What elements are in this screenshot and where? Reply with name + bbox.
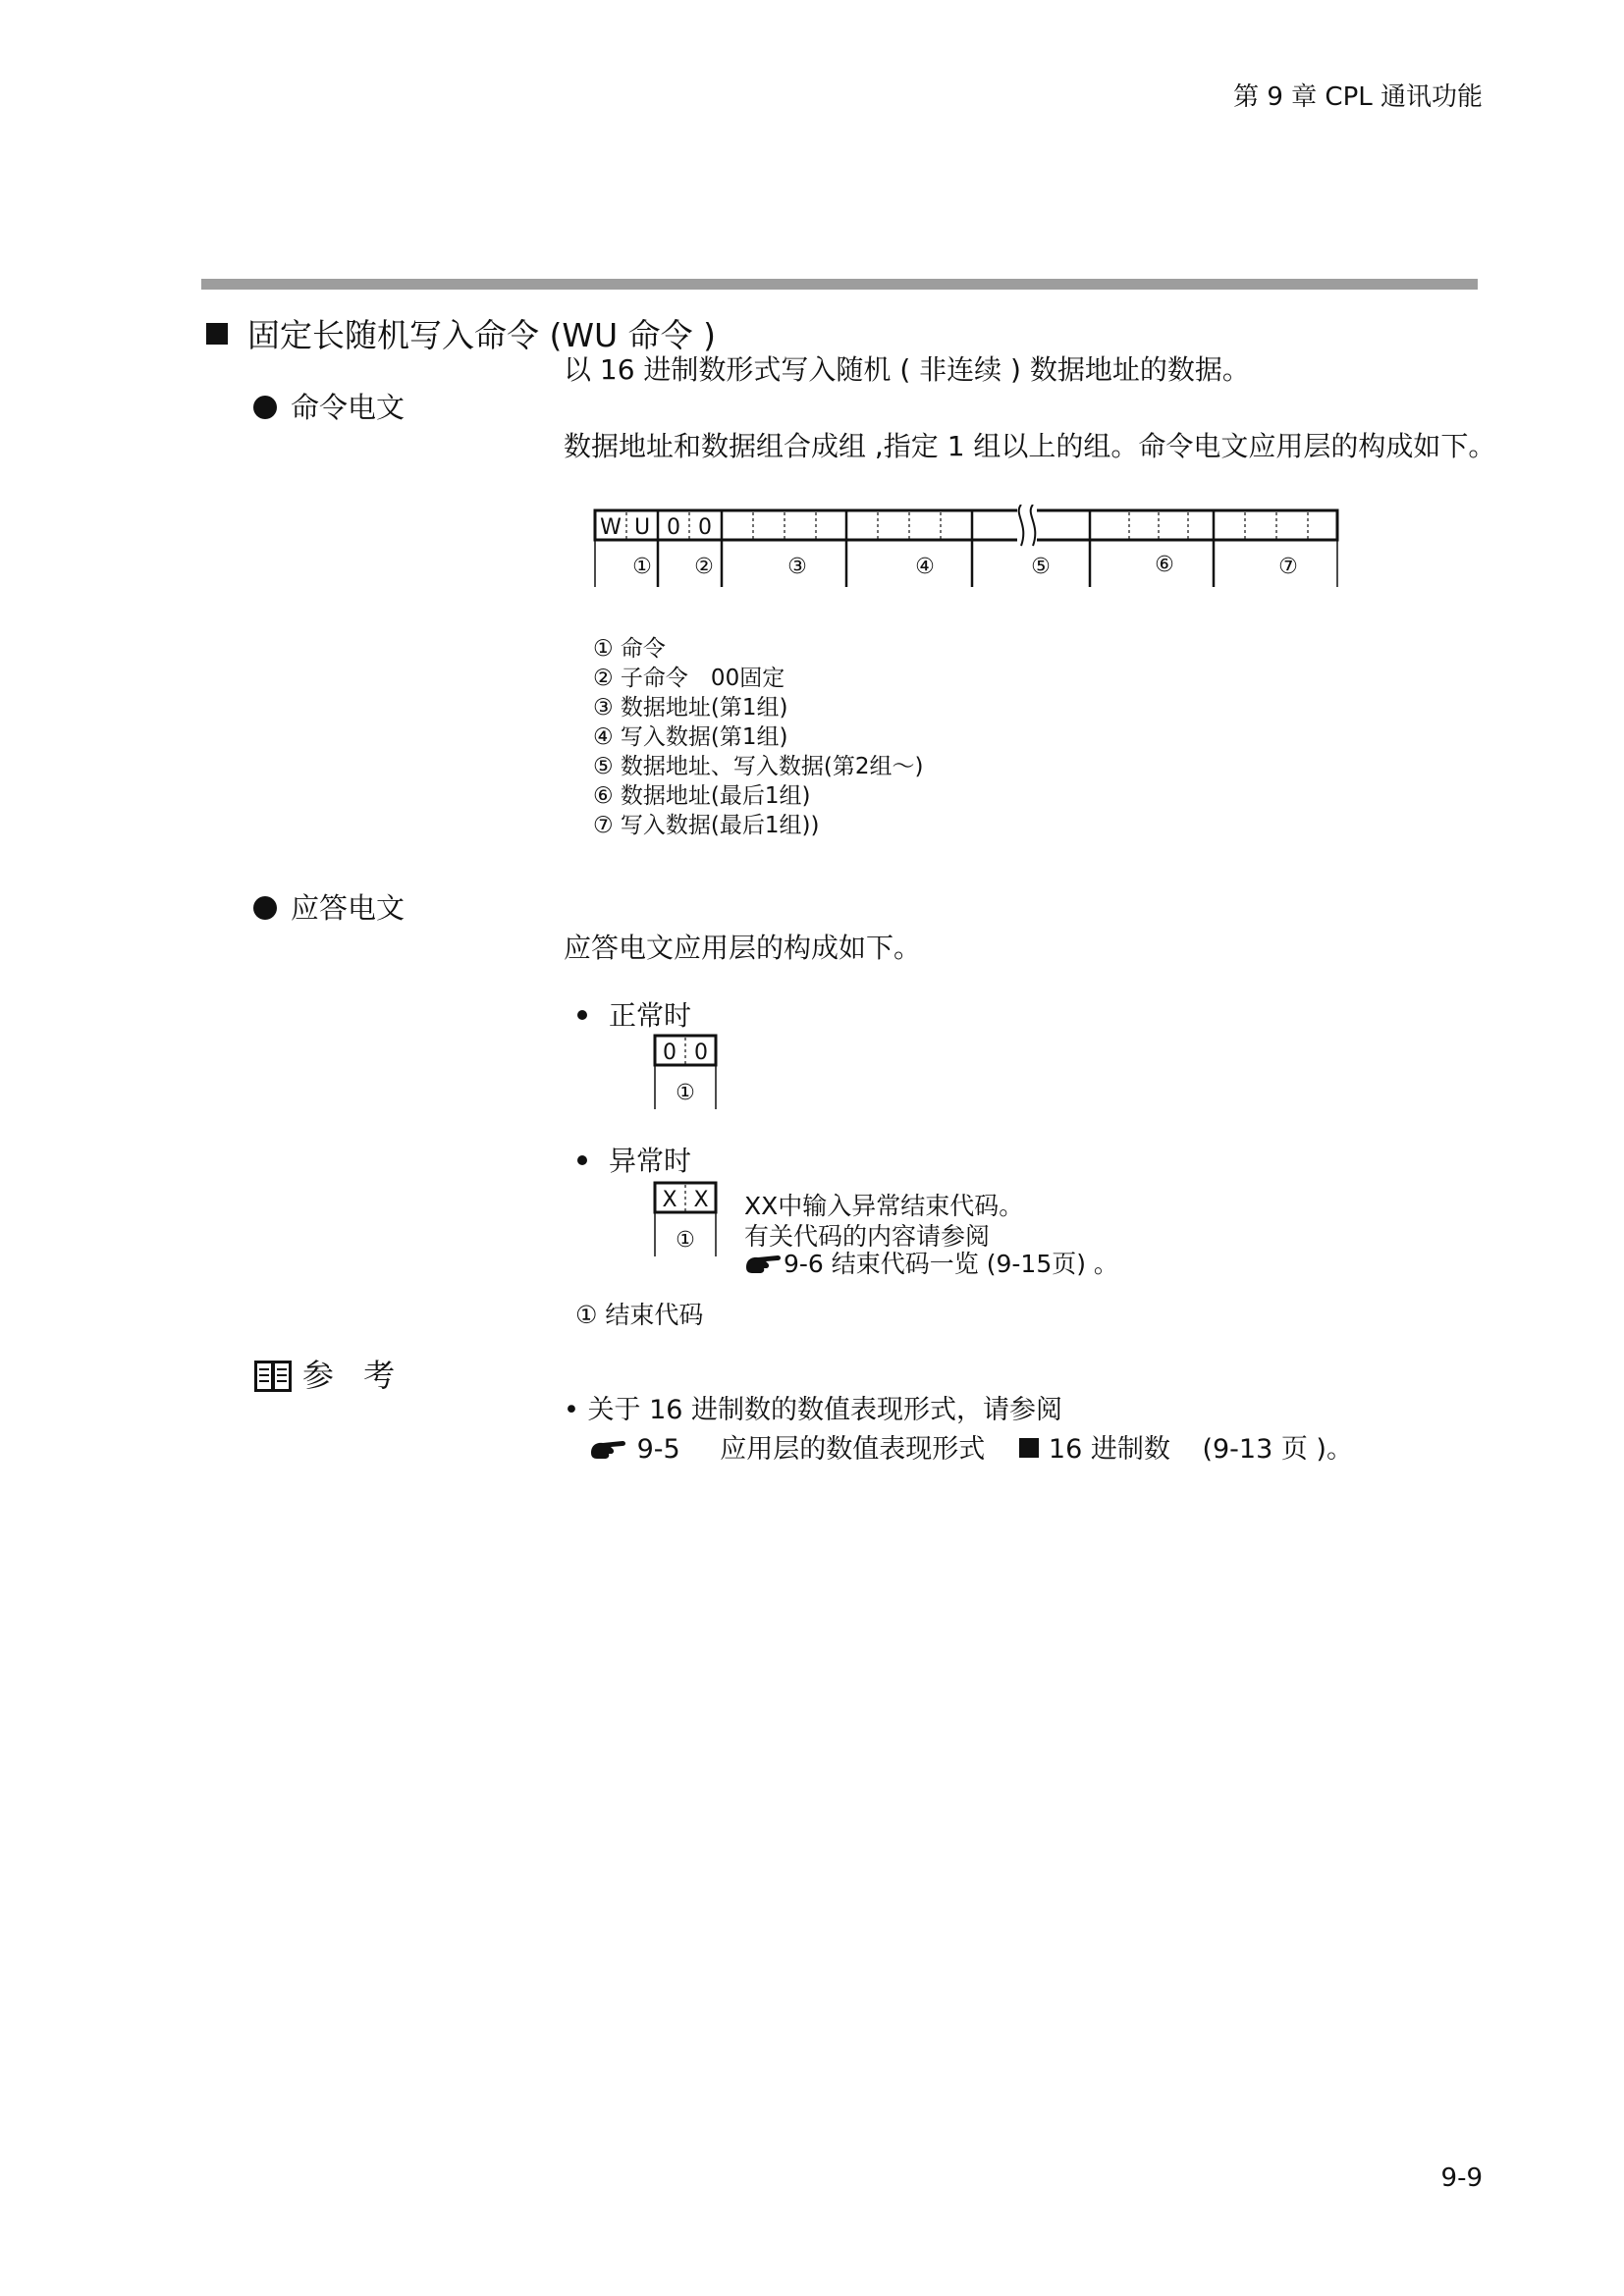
response-footnote: ① 结束代码 (575, 1301, 704, 1329)
reference-id[interactable]: 9-5 (636, 1434, 680, 1465)
pointing-hand-icon (744, 1250, 784, 1277)
reference-line-1: • 关于 16 进制数的数值表现形式，请参阅 (564, 1395, 1063, 1425)
legend-item: ② 子命令 00固定 (593, 666, 785, 691)
reference-heading (253, 1351, 405, 1396)
reference-page: (9-13 页 )。 (1202, 1434, 1353, 1465)
page-number: 9-9 (1440, 2163, 1483, 2193)
dot-bullet-icon (577, 1010, 587, 1020)
frame-char: 0 (698, 515, 712, 540)
command-frame-diagram (589, 505, 1345, 593)
frame-label: ⑤ (1031, 555, 1051, 579)
section-intro: 以 16 进制数形式写入随机 ( 非连续 ) 数据地址的数据。 (564, 353, 1250, 386)
abnormal-label: 异常时 (577, 1140, 691, 1179)
frame-label: ① (676, 1081, 695, 1105)
book-icon (253, 1359, 293, 1394)
abnormal-note-2: 有关代码的内容请参阅 (744, 1222, 991, 1251)
pointing-hand-icon (589, 1435, 628, 1463)
legend-item: ⑦ 写入数据(最后1组)) (593, 813, 820, 838)
frame-char: W (600, 515, 622, 540)
legend-item: ③ 数据地址(第1组) (593, 695, 788, 721)
frame-label: ④ (915, 555, 935, 579)
frame-label: ③ (787, 555, 807, 579)
circle-bullet-icon (253, 396, 277, 419)
chapter-header: 第 9 章 CPL 通讯功能 (1233, 82, 1483, 112)
legend-item: ⑤ 数据地址、写入数据(第2组～) (593, 754, 924, 779)
reference-item: 16 进制数 (1048, 1434, 1170, 1465)
frame-label: ⑥ (1155, 553, 1174, 577)
response-heading (253, 886, 405, 927)
square-bullet-icon (206, 323, 228, 345)
frame-char: U (633, 515, 651, 540)
frame-char: 0 (694, 1041, 708, 1065)
normal-frame-diagram (652, 1033, 721, 1111)
command-heading (253, 386, 405, 426)
reference-title[interactable]: 应用层的数值表现形式 (720, 1434, 986, 1465)
response-heading-text: 应答电文 (291, 891, 406, 925)
frame-char: 0 (663, 1041, 677, 1065)
command-heading-text: 命令电文 (291, 391, 406, 424)
frame-char: X (693, 1188, 709, 1212)
square-bullet-icon (1019, 1438, 1039, 1458)
abnormal-note-1: XX中输入异常结束代码。 (744, 1192, 1024, 1220)
legend-item: ⑥ 数据地址(最后1组) (593, 783, 811, 809)
command-description: 数据地址和数据组合成组 ,指定 1 组以上的组。命令电文应用层的构成如下。 (564, 430, 1496, 462)
frame-char: X (662, 1188, 677, 1212)
frame-label: ② (694, 555, 714, 579)
dot-bullet-icon (577, 1155, 587, 1165)
frame-char: 0 (667, 515, 680, 540)
circle-bullet-icon (253, 896, 277, 920)
reference-heading-text: 参 考 (302, 1357, 406, 1394)
abnormal-ref-link[interactable]: 9-6 结束代码一览 (9-15页) 。 (784, 1250, 1118, 1278)
section-rule (201, 279, 1478, 290)
response-description: 应答电文应用层的构成如下。 (564, 932, 922, 964)
frame-label: ① (676, 1228, 695, 1253)
abnormal-note-ref (744, 1245, 1118, 1280)
reference-line-2 (589, 1427, 1353, 1466)
abnormal-frame-diagram (652, 1180, 721, 1258)
normal-label: 正常时 (577, 994, 691, 1034)
frame-label: ① (632, 555, 652, 579)
legend-item: ① 命令 (593, 636, 666, 662)
section-title-text: 固定长随机写入命令 (WU 命令 ) (247, 316, 717, 354)
frame-label: ⑦ (1278, 555, 1298, 579)
legend-item: ④ 写入数据(第1组) (593, 724, 788, 750)
command-legend (593, 634, 924, 840)
